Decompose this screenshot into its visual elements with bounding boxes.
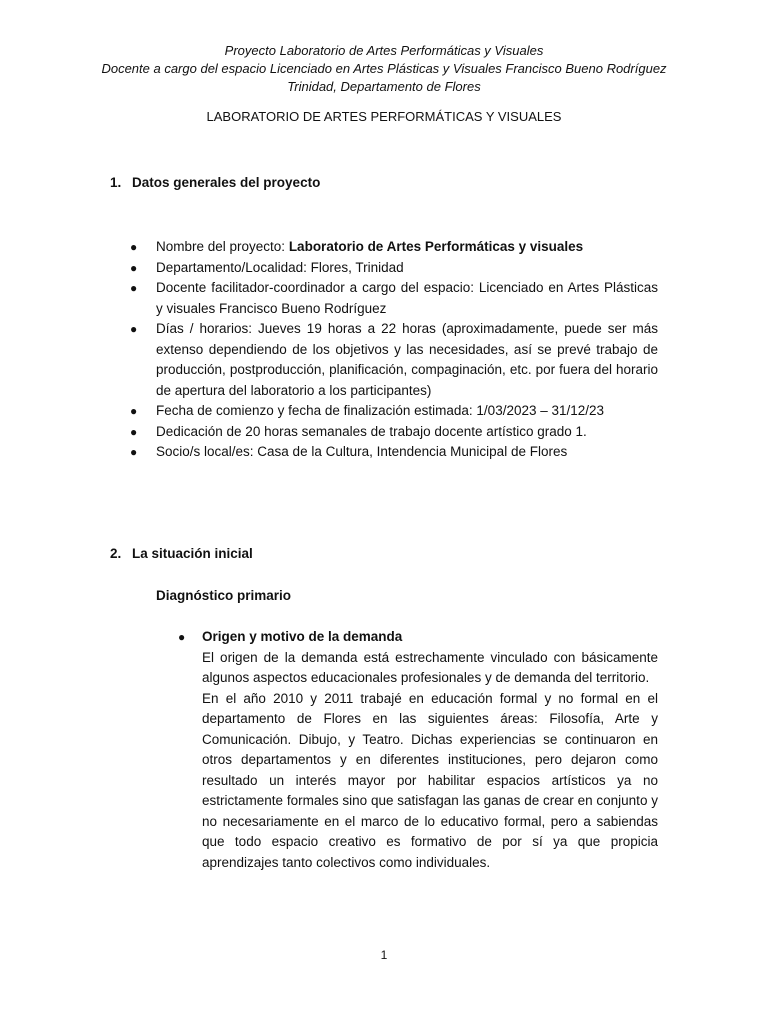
demand-origin-label: Origen y motivo de la demanda [202, 629, 403, 644]
bullet-icon: ● [178, 630, 186, 644]
teacher-text: Docente facilitador-coordinador a cargo del espacio: Licenciado en Artes Plásticas y visuales Francisco Bueno Rodríguez [156, 280, 658, 316]
list-item-schedule [110, 319, 658, 401]
diagnosis-subheading: Diagnóstico primario [156, 588, 292, 603]
section-2-number: 2. [110, 546, 122, 561]
demand-origin-paragraph-1: El origen de la demanda está estrechamente vinculado con básicamente algunos aspectos educacionales profesionales y de demanda del territorio. [202, 649, 658, 685]
list-item-dates [110, 401, 658, 422]
page-number: 1 [380, 948, 388, 962]
list-item-dedication [110, 422, 658, 443]
list-item-location [110, 258, 658, 279]
section-2-title: La situación inicial [132, 546, 253, 561]
section-1-number: 1. [110, 175, 122, 190]
header-line-teacher: Docente a cargo del espacio Licenciado en Artes Plásticas y Visuales Francisco Bueno Rodríguez [101, 61, 667, 76]
header-line-project: Proyecto Laboratorio de Artes Performáticas y Visuales [224, 43, 544, 58]
dates-text: Fecha de comienzo y fecha de finalización estimada: 1/03/2023 – 31/12/23 [156, 403, 605, 418]
bullet-icon: ● [130, 445, 138, 459]
bullet-icon: ● [130, 260, 138, 275]
header-line-location: Trinidad, Departamento de Flores [287, 79, 481, 94]
bullet-icon: ● [130, 240, 138, 254]
dedication-text: Dedicación de 20 horas semanales de trabajo docente artístico grado 1. [156, 423, 587, 439]
location-text: Departamento/Localidad: Flores, Trinidad [156, 259, 404, 275]
schedule-text: Días / horarios: Jueves 19 horas a 22 horas (aproximadamente, puede ser más extenso dependiendo de los objetivos y las necesidades, así se prevé trabajo de producción, postproducción, planificación, compaginación, etc. por fuera del horario de apertura del laboratorio a los participantes) [156, 321, 658, 398]
list-item-partners [110, 442, 658, 463]
list-item-teacher [110, 278, 658, 319]
bullet-icon: ● [130, 404, 138, 418]
demand-origin-block [156, 627, 658, 873]
project-details-list [110, 237, 658, 463]
section-2-heading [110, 545, 253, 563]
partners-text: Socio/s local/es: Casa de la Cultura, Intendencia Municipal de Flores [156, 444, 568, 459]
page-header [0, 42, 768, 96]
project-name-value: Laboratorio de Artes Performáticas y visuales [288, 239, 584, 254]
bullet-icon: ● [130, 322, 138, 336]
project-name-label: Nombre del proyecto: [156, 239, 289, 254]
section-1-title: Datos generales del proyecto [132, 175, 321, 190]
bullet-icon: ● [130, 424, 138, 439]
list-item-project-name [110, 237, 658, 258]
demand-origin-paragraph-2: En el año 2010 y 2011 trabajé en educación formal y no formal en el departamento de Flores en las siguientes áreas: Filosofía, Arte y Comunicación. Dibujo, y Teatro. Dichas experiencias se continuaron en otros departamentos y en diferentes instituciones, pero dejaron como resultado un interés mayor por habilitar espacios artísticos ya no estrictamente formales sino que satisfagan las ganas de crear en conjunto y no necesariamente en el marco de lo educativo formal, pero a sabiendas que todo espacio creativo es formativo de por sí ya que propicia aprendizajes tanto colectivos como individuales. [202, 690, 658, 870]
document-title: LABORATORIO DE ARTES PERFORMÁTICAS Y VISUALES [206, 109, 562, 124]
bullet-icon: ● [130, 281, 138, 295]
section-1-heading [110, 174, 320, 192]
